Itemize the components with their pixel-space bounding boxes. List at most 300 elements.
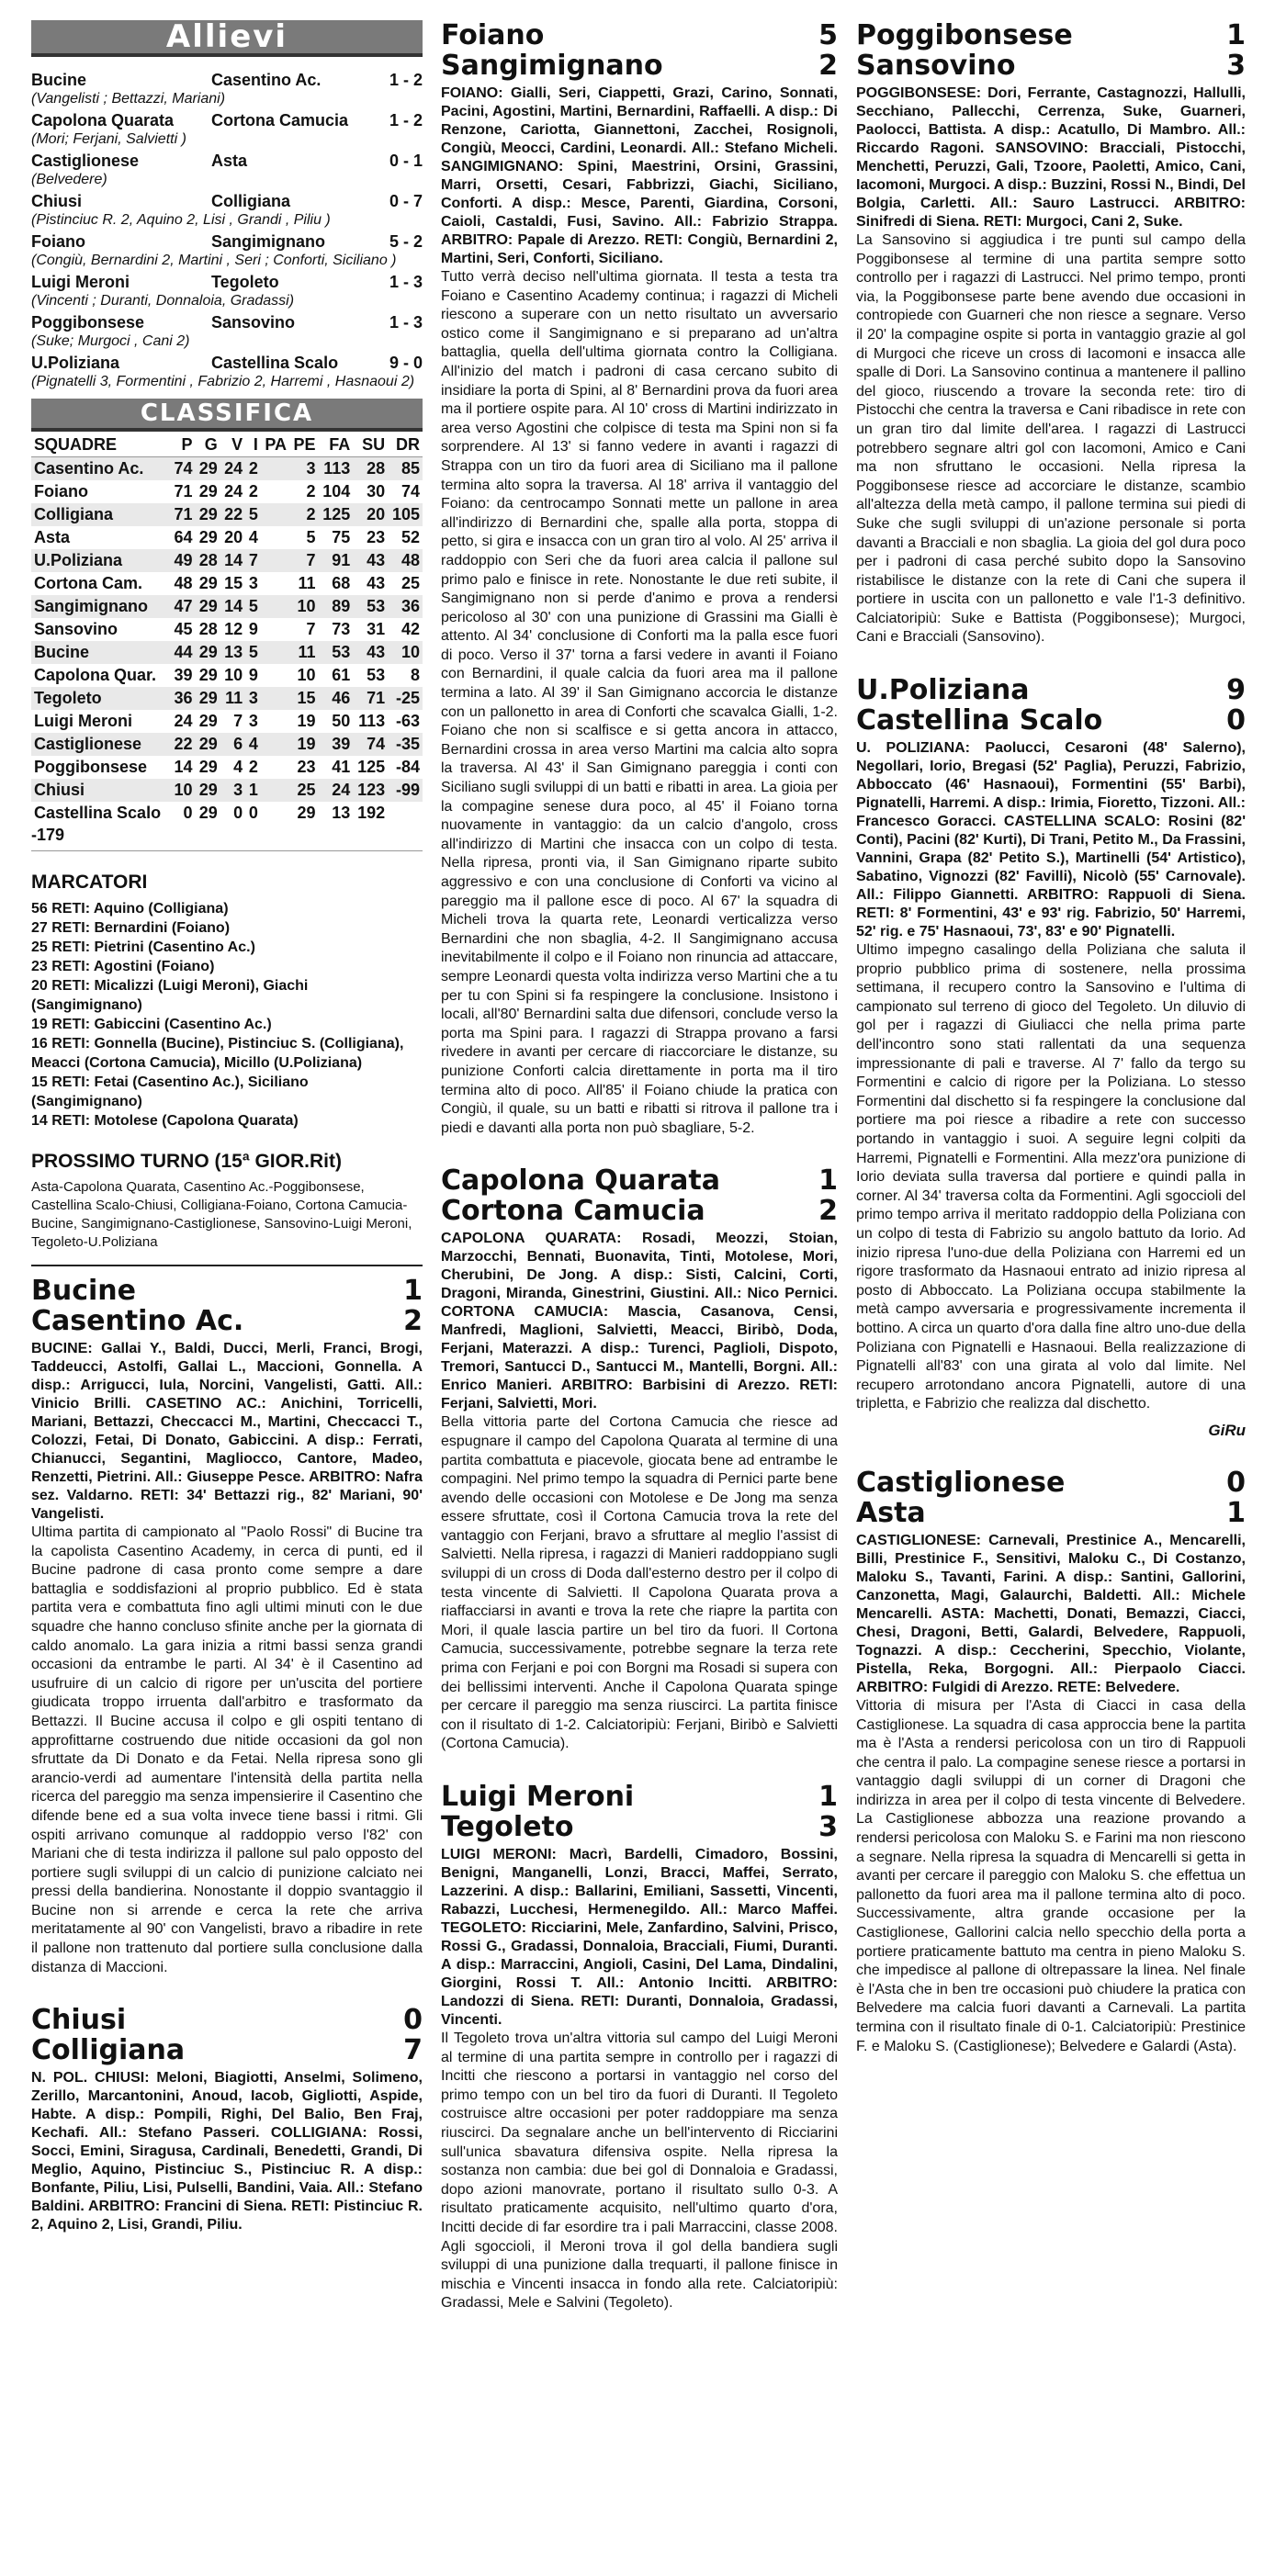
standings-cell <box>261 480 289 503</box>
standings-team: Sansovino <box>34 620 118 638</box>
goals: 3 <box>818 1811 838 1843</box>
scorer-entry: 19 RETI: Gabiccini (Casentino Ac.) <box>31 1017 272 1032</box>
result-row <box>31 70 423 90</box>
standings-team: Asta <box>34 528 71 546</box>
standings-row <box>31 503 423 526</box>
standings-row <box>31 664 423 687</box>
scorer-entry: 27 RETI: Bernardini (Foiano) <box>31 920 231 936</box>
match-report: La Sansovino si aggiudica i tre punti sul campo della Poggibonsese al termine di una partita sempre sotto controllo per i ragazzi di Lastrucci. Nel primo tempo, pronti via, la Poggibonsese parte bene avendo due occasioni in contropiede con Guarneri che non riesce a segnare. Verso il 20' la compagine ospite si porta in vantaggio grazie al gol di Murgoci che riceve un cross di Iacomoni e insacca alle spalle di Dori. La Sansovino continua a mantenere il pallino del gioco, riuscendo a trovare la seconda rete: tiro di Pistocchi che centra la traversa e Cani ribadisce in rete con un gran tiro dal limite dell'area. I ragazzi di Lastrucci potrebbero segnare altri gol con Iacomoni, Amico e Cani ma non sfruttano le occasioni. Nella ripresa la Poggibonsese riesce ad accorciare le distanze, scambio all'altezza della metà campo, il pallone termina sui piedi di Suke che sugli sviluppi di un'azione personale si porta davanti a Bracciali e non sbaglia. La gioia del gol dura poco per i padroni di casa perché subito dopo la Sansovino ristabilisce le distanze con la rete di Cani che supera il portiere in uscita con un pallonetto e vale l'1-3 definitivo. Calciatoripiù: Suke e Battista (Poggibonsese); Murgoci, Cani e Bracciali (Sansovino). <box>856 232 1246 646</box>
standings-row <box>31 457 423 481</box>
standings-row <box>31 756 423 779</box>
standings-cell: 25 <box>289 779 318 802</box>
goals: 3 <box>1226 50 1246 82</box>
scorer-entry: 20 RETI: Micalizzi (Luigi Meroni), Giachi (Sangimignano) <box>31 978 309 1013</box>
standings-cell: 71 <box>353 687 388 710</box>
standings-row <box>31 779 423 802</box>
column-3 <box>856 20 1246 2555</box>
standings-cell: 105 <box>388 503 423 526</box>
standings-team: Cortona Cam. <box>34 574 143 592</box>
standings-cell: 7 <box>306 620 316 638</box>
match-away <box>441 1196 838 1226</box>
standings-cell: 29 <box>195 457 220 481</box>
standings-cell: -25 <box>388 687 423 710</box>
standings-cell: 53 <box>319 641 354 664</box>
result-home: Poggibonsese <box>31 313 145 332</box>
match-lineups: CASTIGLIONESE: Carnevali, Prestinice A., Mencarelli, Billi, Prestinice F., Sensitivi, Maloku C., Di Costanzo, Maloku S., Tavanti, Farini. A disp.: Santini, Gallorini, Canzonetta, Magi, Galaurchi, Baldetti. All.: Michele Mencarelli. ASTA: Machetti, Donati, Bemazzi, Ciacci, Chesi, Dragoni, Betti, Galardi, Belvedere, Rappuoli, Tognazzi. A disp.: Ceccherini, Specchio, Violante, Pistella, Reka, Borgogni. All.: Pierpaolo Ciacci. ARBITRO: Fulgidi di Arezzo. RETE: Belvedere. <box>856 1532 1246 1695</box>
result-scorers: (Congiù, Bernardini 2, Martini , Seri ; Conforti, Siciliano ) <box>31 253 397 268</box>
standings-cell: 74 <box>170 457 195 481</box>
standings-cell: 9 <box>248 666 258 684</box>
match-lineups: POGGIBONSESE: Dori, Ferrante, Castagnozzi, Hallulli, Secchiano, Pallecchi, Cerrenza, Suke, Guarneri, Paolocci, Battista. A disp.: Acatullo, Di Mambro. All.: Riccardo Ragoni. SANSOVINO: Bracciali, Pistocchi, Menchetti, Peruzzi, Gali, Tzoore, Paoletti, Amico, Cani, Iacomoni, Murgoci. A disp.: Buzzini, Rossi N., Bindi, Del Bolgia, Carletti. All.: Sauro Lastrucci. ARBITRO: Sinifredi di Siena. RETI: Murgoci, Cani 2, Suke. <box>856 85 1246 230</box>
standings-table <box>31 433 423 825</box>
match-article <box>856 20 1246 647</box>
standings-cell: 19 <box>289 733 318 756</box>
standings-cell: 0 <box>248 804 258 822</box>
standings-cell: 113 <box>319 457 354 481</box>
standings-cell: 36 <box>388 595 423 618</box>
standings-header-cell: PA <box>261 433 289 457</box>
standings-cell: 44 <box>170 641 195 664</box>
scorer-entry: 25 RETI: Pietrini (Casentino Ac.) <box>31 939 255 955</box>
standings-cell: 5 <box>245 595 261 618</box>
result-home: Bucine <box>31 71 87 89</box>
result-score: 9 - 0 <box>389 354 423 372</box>
standings-cell <box>261 664 289 687</box>
standings-team: Colligiana <box>31 503 170 526</box>
match-home <box>31 2005 423 2035</box>
standings-cell: 10 <box>297 666 316 684</box>
standings-cell: 47 <box>170 595 195 618</box>
standings-cell: 24 <box>220 457 245 481</box>
standings-cell: 4 <box>233 758 243 776</box>
match-away <box>31 1306 423 1336</box>
standings-cell: 85 <box>388 457 423 481</box>
section-title-allievi: Allievi <box>31 20 423 57</box>
standings-cell <box>261 503 289 526</box>
match-away <box>31 2035 423 2065</box>
goals: 1 <box>1226 20 1246 51</box>
standings-cell: 14 <box>174 758 193 776</box>
result-away: Asta <box>211 152 248 170</box>
standings-cell: 48 <box>388 549 423 572</box>
match-report: Ultima partita di campionato al "Paolo Rossi" di Bucine tra la capolista Casentino Academy, in cerca di punti, ed il Bucine padrone di casa pronto come sempre a dare battaglia e soddisfazioni al proprio pubblico. Ed è stata partita vera e combattuta fino agli ultimi minuti con le due squadre che hanno concluso sfinite anche per la giornata di caldo anomalo. La gara inizia a ritmi bassi senza grandi occasioni da entrambe le parti. Al 34' è il Casentino ad usufruire di un calcio di rigore per un'uscita del portiere giudicata troppo irruenta dall'arbitro e trasformato da Bettazzi. Il Bucine accusa il colpo e gli ospiti tentano di approfittarne costruendo due nitide occasioni da gol non sfruttate da Di Donato e da Fetai. Nella ripresa sono gli arancio-verdi ad aumentare l'intensità della partita nella ricerca del pareggio ma senza impensierire il Casentino che difende bene ed a sua volta invece tiene bassi i ritmi. Gli ospiti arrivano comunque al raddoppio verso l'82' con Mariani che di testa indirizza il pallone sul palo opposto del portiere sugli sviluppi di un calcio di punizione calciato nei pressi della bandierina. Nonostante il doppio svantaggio il Bucine non si arrende e cerca la rete che arriva meritatamente al 90' con Vangelisti, bravo a ribadire in rete il pallone non trattenuto dal portiere sulla conclusione dalla distanza di Maccioni. <box>31 1524 423 1975</box>
result-away: Castellina Scalo <box>211 354 339 372</box>
standings-cell: 71 <box>174 482 193 501</box>
standings-cell: 10 <box>388 641 423 664</box>
standings-cell: 3 <box>289 457 318 481</box>
result-row <box>31 272 423 292</box>
result-home: Castiglionese <box>31 152 140 170</box>
standings-cell: 71 <box>170 503 195 526</box>
standings-cell: 29 <box>195 503 220 526</box>
standings-header-cell: DR <box>388 433 423 457</box>
standings-cell: 2 <box>248 758 258 776</box>
standings-cell: 11 <box>298 574 316 592</box>
match-lineups: LUIGI MERONI: Macrì, Bardelli, Cimadoro, Bossini, Benigni, Manganelli, Lonzi, Bracci, Maffei, Serrato, Lazzerini. A disp.: Ballarini, Emiliani, Sassetti, Vincenti, Rabazzi, Lucchesi, Hermenegildo. All.: Marco Maffei. TEGOLETO: Ricciarini, Mele, Zanfardino, Salvini, Prisco, Rossi G., Gradassi, Donnaloia, Bracciali, Fiumi, Duranti. A disp.: Marraccini, Angioli, Casini, Del Lama, Dindalini, Giorgini, Rossi T. All.: Antonio Incitti. ARBITRO: Landozzi di Siena. RETI: Duranti, Donnaloia, Gradassi, Vincenti. <box>441 1847 838 2028</box>
standings-cell: 15 <box>289 687 318 710</box>
standings-cell: 29 <box>195 733 220 756</box>
standings-cell: 28 <box>198 620 218 638</box>
standings-cell: 23 <box>297 758 316 776</box>
goals: 7 <box>403 2034 423 2067</box>
standings-cell: 7 <box>289 549 318 572</box>
standings-extra-value: -179 <box>31 825 423 851</box>
team-name: Foiano <box>441 20 545 51</box>
standings-cell: 7 <box>245 549 261 572</box>
standings-cell: 64 <box>174 528 193 546</box>
goals: 9 <box>1226 674 1246 707</box>
standings-cell: 14 <box>220 595 245 618</box>
standings-cell: 2 <box>289 503 318 526</box>
match-lineups: FOIANO: Gialli, Seri, Ciappetti, Grazi, Carino, Sonnati, Pacini, Agostini, Martini, Bernardini, Raffaelli. A disp.: Di Renzone, Cariotta, Giannettoni, Zacchei, Rosignoli, Congiù, Meocci, Cardini, Leonardi. All.: Stefano Micheli. SANGIMIGNANO: Spini, Maestrini, Orsini, Grassini, Marri, Orsetti, Cesari, Fabbrizzi, Giachi, Siciliano, Conforti. A disp.: Mesce, Parenti, Giardina, Corsoni, Caioli, Castaldi, Fusi, Savino. All.: Fabrizio Strappa. ARBITRO: Papale di Arezzo. RETI: Congiù, Bernardini 2, Martini, Seri, Conforti, Siciliano. <box>441 85 838 266</box>
standings-cell: -84 <box>395 758 420 776</box>
scorer-entry: 16 RETI: Gonnella (Bucine), Pistinciuc S. (Colligiana), Meacci (Cortona Camucia), Micillo (U.Poliziana) <box>31 1036 404 1071</box>
match-home <box>856 1468 1246 1498</box>
match-away <box>856 705 1246 736</box>
standings-cell: 4 <box>245 733 261 756</box>
standings-cell: 192 <box>357 804 386 822</box>
standings-cell: 42 <box>401 620 420 638</box>
standings-cell: 10 <box>224 666 243 684</box>
result-away: Tegoleto <box>211 273 279 291</box>
standings-cell: 1 <box>245 779 261 802</box>
standings-header-cell: SQUADRE <box>31 433 170 457</box>
team-name: Castellina Scalo <box>856 704 1103 737</box>
team-name: Sansovino <box>856 50 1016 82</box>
standings-cell: 20 <box>353 503 388 526</box>
standings-cell: 89 <box>319 595 354 618</box>
result-home: Chiusi <box>31 192 83 210</box>
match-report: Bella vittoria parte del Cortona Camucia che riesce ad espugnare il campo del Capolona Quarata al termine di una partita combattuta e piacevole, giocata bene ad entrambe le compagini. Nel primo tempo la squadra di Pernici parte bene avendo delle occasioni con Motolese e De Jong ma senza essere sfruttate, così il Cortona Camucia trova la rete del vantaggio con Ferjani, bravo a sfruttare al meglio l'assist di Salvietti. Nella ripresa, i ragazzi di Manieri raddoppiano sugli sviluppi di un cross di Doda dall'esterno destro per il colpo di testa vincente di Salvietti. Il Capolona Quarata prova a riaffacciarsi in avanti e trova la rete che riapre la partita con Mori, il quale lascia partire un bel tiro da fuori. Il Cortona Camucia, successivamente, potrebbe segnare la terza rete prima con Ferjani e poi con Borgni ma Rosadi si supera con dei bellissimi interventi. Anche il Capolona Quarata spinge per cercare il pareggio ma senza riuscirci. La partita finisce con il risultato di 1-2. Calciatoripiù: Ferjani, Biribò e Salvietti (Cortona Camucia). <box>441 1414 838 1752</box>
standings-cell: 14 <box>220 549 245 572</box>
standings-cell: 104 <box>322 482 351 501</box>
match-report: Ultimo impegno casalingo della Poliziana che saluta il proprio pubblico prima di sostenere, nella prossima settimana, il recupero contro la Sansovino e l'ultima di campionato sul terreno di gioco del Tegoleto. Un diluvio di gol per i ragazzi di Giuliacci che nella prima parte dell'incontro sono stati rallentati da una sequenza impressionante di pali e traverse. Al 7' fallo da tergo su Formentini e calcio di rigore per la Poliziana. Lo stesso Formentini dal dischetto si fa respingere la conclusione dal portiere ma poi riesce a ribadire a rete con successo portando in vantaggio i suoi. A seguire legni colpiti da Harremi, Pignatelli e Formentini. Alla mezz'ora punizione di Iorio deviata sulla traversa dal portiere e quindi palla in corner. Al 34' traversa colta da Formentini. Agli sgoccioli del primo tempo arriva il meritato raddoppio della Poliziana con un colpo di testa di Fabrizio su angolo battuto da Iorio. Ad inizio ripresa l'uno-due della Poliziana con Harremi ed un rigore trasformato da Hasnaoui entrato ad inizio ripresa al posto di Abboccato. La Poliziana occupa stabilmente la metà campo avversaria e progressivamente incrementa il bottino. A circa un quarto d'ora dalla fine altro uno-due della Poliziana con Pignatelli e Hasnaoui. Bella realizzazione di Pignatelli all'83' con una girata al volo dal limite. Nel recupero arrotondano ancora Pignatelli, autore di una tripletta, e Fabrizio che realizza dal dischetto. <box>856 942 1246 1412</box>
result-away: Sangimignano <box>211 232 326 251</box>
standings-row <box>31 618 423 641</box>
match-lineups: CAPOLONA QUARATA: Rosadi, Meozzi, Stoian, Marzocchi, Bennati, Buonavita, Tinti, Motolese, Mori, Cherubini, De Jong. A disp.: Sisti, Calcini, Corti, Dragoni, Miranda, Ginestrini, Giustini. All.: Nico Pernici. CORTONA CAMUCIA: Mascia, Casanova, Censi, Manfredi, Maglioni, Salvietti, Meacci, Biribò, Doda, Ferjani, Materazzi. A disp.: Turenci, Paglioli, Dispoto, Tremori, Santucci D., Santucci M., Mantelli, Borgni. All.: Enrico Manieri. ARBITRO: Barbisini di Arezzo. RETI: Ferjani, Salvietti, Mori. <box>441 1231 838 1412</box>
results-list <box>31 70 423 391</box>
result-scorers: (Belvedere) <box>31 172 107 187</box>
standings-cell: 43 <box>367 574 386 592</box>
standings-cell: 24 <box>174 712 193 730</box>
result-score: 1 - 3 <box>389 273 423 291</box>
standings-cell: 8 <box>410 666 420 684</box>
standings-cell: 5 <box>245 503 261 526</box>
result-away: Colligiana <box>211 192 291 210</box>
goals: 1 <box>1226 1496 1246 1529</box>
scorers-list <box>31 899 423 1131</box>
standings-cell: 29 <box>195 641 220 664</box>
match-away <box>856 1498 1246 1528</box>
result-score: 5 - 2 <box>389 232 423 251</box>
match-home <box>856 20 1246 51</box>
standings-header-cell: SU <box>353 433 388 457</box>
standings-cell <box>261 457 289 481</box>
standings-cell <box>261 802 289 825</box>
result-scorers: (Suke; Murgoci , Cani 2) <box>31 333 190 349</box>
standings-cell: 24 <box>319 779 354 802</box>
standings-cell: 43 <box>353 641 388 664</box>
section-title-classifica: CLASSIFICA <box>31 399 423 432</box>
match-lineups: U. POLIZIANA: Paolucci, Cesaroni (48' Salerno), Negollari, Iorio, Bregasi (52' Paglia), Peruzzi, Fabrizio, Abboccato (46' Hasnaoui), Formentini (55' Barbi), Pignatelli, Harremi. A disp.: Irimia, Fioretto, Tizzoni. All.: Francesco Goracci. CASTELLINA SCALO: Rosini (82' Conti), Pacini (82' Kurti), Di Trani, Petito M., Da Frassini, Vannini, Grapa (82' Petito S.), Martinelli (54' Artistico), Sabatino, Vignozzi (82' Favilli), Nicolò (55' Carnovale). All.: Filippo Giannetti. ARBITRO: Rappuoli di Siena. RETI: 8' Formentini, 43' e 93' rig. Fabrizio, 50' Harremi, 52' rig. e 75' Hasnaoui, 73', 83' e 90' Pignatelli. <box>856 740 1246 940</box>
standings-team: U.Poliziana <box>31 549 170 572</box>
standings-cell: 0 <box>233 804 243 822</box>
team-name: Colligiana <box>31 2034 186 2067</box>
standings-cell: 125 <box>357 758 386 776</box>
standings-cell: 3 <box>248 574 258 592</box>
goals: 1 <box>818 1164 838 1198</box>
standings-cell <box>261 779 289 802</box>
divider <box>31 1265 423 1266</box>
standings-cell: -99 <box>388 779 423 802</box>
standings-header-cell: I <box>245 433 261 457</box>
standings-cell: -35 <box>388 733 423 756</box>
standings-cell: 31 <box>367 620 386 638</box>
standings-cell: 9 <box>248 620 258 638</box>
standings-cell: 2 <box>248 482 258 501</box>
standings-team: Sangimignano <box>31 595 170 618</box>
standings-cell <box>388 802 423 825</box>
standings-cell <box>261 641 289 664</box>
standings-cell: 12 <box>224 620 243 638</box>
standings-cell <box>261 618 289 641</box>
standings-cell <box>261 710 289 733</box>
standings-cell: -63 <box>395 712 420 730</box>
standings-cell: 52 <box>401 528 420 546</box>
team-name: Castiglionese <box>856 1466 1066 1499</box>
team-name: Cortona Camucia <box>441 1195 705 1228</box>
result-score: 1 - 3 <box>389 313 423 332</box>
result-row <box>31 151 423 171</box>
standings-cell <box>261 526 289 549</box>
standings-cell: 13 <box>220 641 245 664</box>
standings-cell: 5 <box>245 641 261 664</box>
match-away <box>856 51 1246 81</box>
standings-cell: 5 <box>306 528 316 546</box>
standings-team: Luigi Meroni <box>34 712 132 730</box>
standings-cell: 4 <box>248 528 258 546</box>
standings-cell: 29 <box>198 758 218 776</box>
match-report: Vittoria di misura per l'Asta di Ciacci in casa della Castiglionese. La squadra di casa approccia bene la partita ma è l'Asta a rendersi pericolosa con un tiro di Rappuoli che centra il palo. La compagine senese riesce a portarsi in vantaggio dagli sviluppi di un corner di Dragoni che indirizza in area per il colpo di testa vincente di Belvedere. La Castiglionese abbozza una reazione provando a rendersi pericolosa con Maloku S. e Farini ma non riescono a segnare. Nella ripresa la squadra di Mencarelli si getta in avanti per cercare il pareggio con Maloku S. che effettua un pallonetto da fuori area ma il pallone termina alto di poco. Successivamente, altra grande occasione per la Castiglionese, Gallorini calcia nello specchio della porta a portiere praticamente battuto ma centra in pieno Maloku S. che impedisce al pallone di oltrepassare la linea. Nel finale è l'Asta che in ben tre occasioni può chiudere la pratica con Belvedere ma calcia fuori davanti a Carnevali. La partita termina con il risultato finale di 0-1. Calciatoripiù: Prestinice F. e Maloku S. (Castiglionese); Belvedere e Galardi (Asta). <box>856 1697 1246 2054</box>
goals: 1 <box>403 1275 423 1307</box>
result-scorers: (Vincenti ; Duranti, Donnaloia, Gradassi) <box>31 293 295 309</box>
standings-cell: 29 <box>195 687 220 710</box>
standings-cell: 22 <box>220 503 245 526</box>
goals: 2 <box>818 1195 838 1228</box>
standings-cell: 2 <box>306 482 316 501</box>
result-row <box>31 312 423 332</box>
team-name: Chiusi <box>31 2004 127 2037</box>
standings-cell: 125 <box>319 503 354 526</box>
standings-cell: 75 <box>332 528 351 546</box>
result-away: Cortona Camucia <box>211 111 349 129</box>
match-home <box>31 1276 423 1306</box>
result-scorers: (Vangelisti ; Bettazzi, Mariani) <box>31 91 226 107</box>
standings-row <box>31 526 423 549</box>
standings-header-cell: P <box>170 433 195 457</box>
standings-cell: 61 <box>332 666 351 684</box>
match-article <box>856 675 1246 1440</box>
team-name: Tegoleto <box>441 1811 574 1843</box>
standings-team: Casentino Ac. <box>31 457 170 481</box>
standings-cell: 11 <box>220 687 245 710</box>
team-name: Bucine <box>31 1275 136 1307</box>
standings-cell: 0 <box>183 804 193 822</box>
result-scorers: (Pignatelli 3, Formentini , Fabrizio 2, Harremi , Hasnaoui 2) <box>31 374 415 389</box>
match-home <box>441 1165 838 1196</box>
match-lineups: N. POL. CHIUSI: Meloni, Biagiotti, Anselmi, Solimeno, Zerillo, Marcantonini, Anoud, Iacob, Gigliotti, Aspide, Habte. A disp.: Pompili, Righi, Del Balio, Ben Fraj, Kechafi. All.: Stefano Passeri. COLLIGIANA: Rossi, Socci, Emini, Siragusa, Cardinali, Benedetti, Grandi, Di Meglio, Aquino, Pistinciuc S., Pistinciuc R. A disp.: Bonfante, Piliu, Lisi, Pulselli, Bandini, Vaia. All.: Stefano Baldini. ARBITRO: Francini di Siena. RETI: Pistinciuc R. 2, Aquino 2, Lisi, Grandi, Piliu. <box>31 2070 423 2233</box>
standings-cell: 45 <box>174 620 193 638</box>
goals: 2 <box>818 50 838 82</box>
standings-cell: 29 <box>198 712 218 730</box>
match-away <box>441 51 838 81</box>
standings-cell: 41 <box>332 758 351 776</box>
standings-cell: 29 <box>198 574 218 592</box>
standings-cell: 29 <box>195 779 220 802</box>
standings-cell: 28 <box>195 549 220 572</box>
team-name: Casentino Ac. <box>31 1305 244 1337</box>
goals: 0 <box>1226 1466 1246 1499</box>
result-score: 0 - 1 <box>389 152 423 170</box>
result-row <box>31 353 423 373</box>
standings-row <box>31 802 423 825</box>
team-name: Asta <box>856 1496 926 1529</box>
standings-cell: 91 <box>319 549 354 572</box>
result-scorers: (Mori; Ferjani, Salvietti ) <box>31 131 186 147</box>
standings-cell: 6 <box>220 733 245 756</box>
match-lineups: BUCINE: Gallai Y., Baldi, Ducci, Merli, Franci, Brogi, Taddeucci, Astolfi, Gallai L., Maccioni, Gonnella. A disp.: Arrigucci, Iula, Norcini, Vangelisti, Gatti. All.: Vinicio Brilli. CASETINO AC.: Anichini, Torricelli, Mariani, Bettazzi, Checcacci M., Martini, Checcacci T., Colozzi, Fetai, Di Donato, Gabiccini. A disp.: Ferrati, Chianucci, Segantini, Magliocco, Cantore, Madeo, Renzetti, Pietrini. All.: Giuseppe Pesce. ARBITRO: Nafra sez. Valdarno. RETI: 34' Bettazzi rig., 82' Mariani, 90' Vangelisti. <box>31 1341 423 1522</box>
standings-header-cell: PE <box>289 433 318 457</box>
result-row <box>31 231 423 252</box>
standings-cell: 49 <box>170 549 195 572</box>
result-home: Foiano <box>31 232 85 251</box>
goals: 0 <box>403 2004 423 2037</box>
standings-cell: 48 <box>174 574 193 592</box>
standings-cell: 20 <box>224 528 243 546</box>
scorer-entry: 15 RETI: Fetai (Casentino Ac.), Siciliano (Sangimignano) <box>31 1074 309 1109</box>
standings-cell: 113 <box>358 712 386 730</box>
column-2 <box>441 20 838 2555</box>
match-home <box>856 675 1246 705</box>
result-row <box>31 110 423 130</box>
team-name: U.Poliziana <box>856 674 1030 707</box>
match-away <box>441 1812 838 1842</box>
match-article <box>31 2005 423 2234</box>
result-scorers: (Pistinciuc R. 2, Aquino 2, Lisi , Grandi , Piliu ) <box>31 212 331 228</box>
match-article <box>441 1782 838 2313</box>
standings-cell: 53 <box>353 595 388 618</box>
standings-cell: 3 <box>245 687 261 710</box>
standings-cell: 73 <box>332 620 351 638</box>
result-score: 0 - 7 <box>389 192 423 210</box>
scorer-entry: 23 RETI: Agostini (Foiano) <box>31 959 215 974</box>
standings-cell <box>261 733 289 756</box>
standings-cell <box>261 595 289 618</box>
standings-cell: 53 <box>367 666 386 684</box>
standings-cell: 10 <box>170 779 195 802</box>
standings-team: Castellina Scalo <box>34 804 162 822</box>
standings-cell: 29 <box>198 666 218 684</box>
standings-cell: 74 <box>401 482 420 501</box>
standings-cell: 29 <box>198 804 218 822</box>
standings-team: Capolona Quar. <box>34 666 157 684</box>
result-away: Sansovino <box>211 313 296 332</box>
standings-team: Castiglionese <box>31 733 170 756</box>
standings-row <box>31 595 423 618</box>
match-article <box>31 1276 423 1977</box>
standings-cell: 24 <box>224 482 243 501</box>
standings-cell: 68 <box>332 574 351 592</box>
standings-cell: 29 <box>198 528 218 546</box>
goals: 0 <box>1226 704 1246 737</box>
team-name: Sangimignano <box>441 50 663 82</box>
standings-header-cell: FA <box>319 433 354 457</box>
standings-team: Bucine <box>31 641 170 664</box>
match-article <box>441 1165 838 1754</box>
standings-cell: 10 <box>289 595 318 618</box>
standings-cell: 39 <box>319 733 354 756</box>
match-report: Tutto verrà deciso nell'ultima giornata. Il testa a testa tra Foiano e Casentino Academy continua; i ragazzi di Micheli riescono a superare con un netto risultato un avversario ostico come il Sangimignano e si preparano ad un'altra battaglia, quella dell'ultima giornata contro la Colligiana. All'inizio del match i padroni di casa cercano subito di insidiare la porta di Spini, al 8' Bernardini prova da fuori area ma il portiere ospite para. Al 10' cross di Martini indirizzato in area verso Agostini che colpisce di testa ma Spini non si fa sorprendere. Al 13' si fanno vedere in avanti i ragazzi di Strappa con un tiro da fuori area di Siciliano ma il pallone termina alto sopra la traversa. Al 18' arriva il vantaggio del Foiano: da centrocampo Sonnati mette un pallone in area all'indirizzo di Bernardini che, spalle alla porta, stoppa di petto, si gira e insacca con un gran tiro al volo. Al 25' arriva il raddoppio con Seri che da fuori area calcia il pallone sul primo palo e finisce in rete. Nonostante le due reti subite, il Sangimignano non si perde d'animo e prova a rendersi pericoloso al 30' con una punizione di Grassini ma Gialli è attento. Al 34' conclusione di Conforti ma la palla esce fuori di poco. Verso il 37' torna a farsi vedere in avanti il Foiano con Bernardini, il quale calcia da fuori area ma il pallone termina a lato. Al 39' il San Gimignano accorcia le distanze con un pallonetto in area di Conforti che scavalca Gialli, 1-2. Foiano che non si scalfisce e si getta ancora in attacco, Bernardini crossa in area verso Martini ma calcia alto sopra la traversa. Al 43' il San Gimignano pareggia i conti con Siciliano sugli sviluppi di un batti e ribatti in area. La gioia per la compagine senese dura poco, al 45' il Foiano torna nuovamente in vantaggio: da un calcio d'angolo, cross all'indirizzo di Martini che insacca con un colpo di testa. Nella ripresa, pronti via, il San Gimignano riparte subito aggressivo e con una conclusione di Conforti va vicino al pareggio ma il pallone esce di poco. Al 67' la squadra di Micheli trova la quarta rete, Leonardi verticalizza verso Bernardini che non sbaglia, 4-2. Il Sangimignano accusa inevitabilmente il colpo e il Foiano non rinuncia ad attaccare, sempre Leonardi questa volta indirizza verso Martini che a tu per tu con Spini si fa respingere la conclusione. Insistono i locali, all'80' Bernardini salta due difensori, conclude verso la porta ma Spini para. I ragazzi di Strappa provano a farsi rivedere in avanti per cercare di riaccorciare le distanze, su punizione Conforti calcia direttamente in porta ma il tiro termina alto di poco. All'85' il Foiano chiude la pratica con Congiù, il quale, su un batti e ribatti si ritrova il pallone tra i piedi e davanti alla porta non può sbagliare, 5-2. <box>441 269 838 1136</box>
result-score: 1 - 2 <box>389 111 423 129</box>
standings-team: Chiusi <box>31 779 170 802</box>
team-name: Luigi Meroni <box>441 1781 635 1813</box>
scorer-entry: 56 RETI: Aquino (Colligiana) <box>31 901 229 917</box>
standings-cell: 22 <box>170 733 195 756</box>
standings-cell: 74 <box>353 733 388 756</box>
standings-cell: 30 <box>367 482 386 501</box>
standings-cell: 19 <box>297 712 316 730</box>
standings-cell: 15 <box>224 574 243 592</box>
result-home: Luigi Meroni <box>31 273 130 291</box>
standings-cell: 11 <box>289 641 318 664</box>
standings-cell: 43 <box>353 549 388 572</box>
match-article <box>441 20 838 1138</box>
match-article <box>856 1468 1246 2056</box>
match-home <box>441 1782 838 1812</box>
next-round-title: PROSSIMO TURNO (15ª GIOR.Rit) <box>31 1151 342 1172</box>
goals: 1 <box>818 1781 838 1813</box>
standings-row <box>31 641 423 664</box>
standings-cell <box>261 756 289 779</box>
scorer-entry: 14 RETI: Motolese (Capolona Quarata) <box>31 1113 299 1129</box>
standings-header-cell: V <box>220 433 245 457</box>
standings-cell: 29 <box>195 595 220 618</box>
team-name: Poggibonsese <box>856 20 1073 51</box>
goals: 5 <box>818 20 838 51</box>
result-away: Casentino Ac. <box>211 71 322 89</box>
standings-cell: 39 <box>174 666 193 684</box>
standings-cell: 29 <box>297 804 316 822</box>
standings-cell: 13 <box>332 804 351 822</box>
match-report: Il Tegoleto trova un'altra vittoria sul campo del Luigi Meroni al termine di una partita sempre in controllo per i ragazzi di Incitti che riescono a portarsi in vantaggio nel corso del primo tempo con un bel tiro da fuori di Duranti. Il Tegoleto costruisce altre occasioni per poter raddoppiare ma senza riuscirci. Da segnalare anche un bell'intervento di Ricciarini sull'unica sbavatura difensiva ospite. Nella ripresa la sostanza non cambia: due bei gol di Donnaloia e Gradassi, dopo azioni manovrate, portano il risultato sullo 0-3. A risultato praticamente acquisito, nell'ultimo quarto d'ora, Incitti decide di far esordire tra i pali Marraccini, classe 2008. Agli sgoccioli, il Meroni trova il gol della bandiera sugli sviluppi di una punizione dalla trequarti, il pallone finisce in mischia e Vincenti insacca in fondo alla rete. Calciatoripiù: Gradassi, Mele e Salvini (Tegoleto). <box>441 2030 838 2312</box>
standings-cell: 3 <box>248 712 258 730</box>
result-home: U.Poliziana <box>31 354 120 372</box>
author-signature: GiRu <box>1208 1421 1246 1439</box>
standings-cell: 29 <box>198 482 218 501</box>
standings-row <box>31 687 423 710</box>
standings-cell: 36 <box>170 687 195 710</box>
standings-header <box>31 433 423 457</box>
standings-cell: 25 <box>401 574 420 592</box>
standings-row <box>31 572 423 595</box>
standings-cell: 7 <box>233 712 243 730</box>
standings-cell: 46 <box>319 687 354 710</box>
match-home <box>441 20 838 51</box>
result-home: Capolona Quarata <box>31 111 175 129</box>
standings-team: Foiano <box>34 482 88 501</box>
team-name: Capolona Quarata <box>441 1164 721 1198</box>
goals: 2 <box>403 1305 423 1337</box>
